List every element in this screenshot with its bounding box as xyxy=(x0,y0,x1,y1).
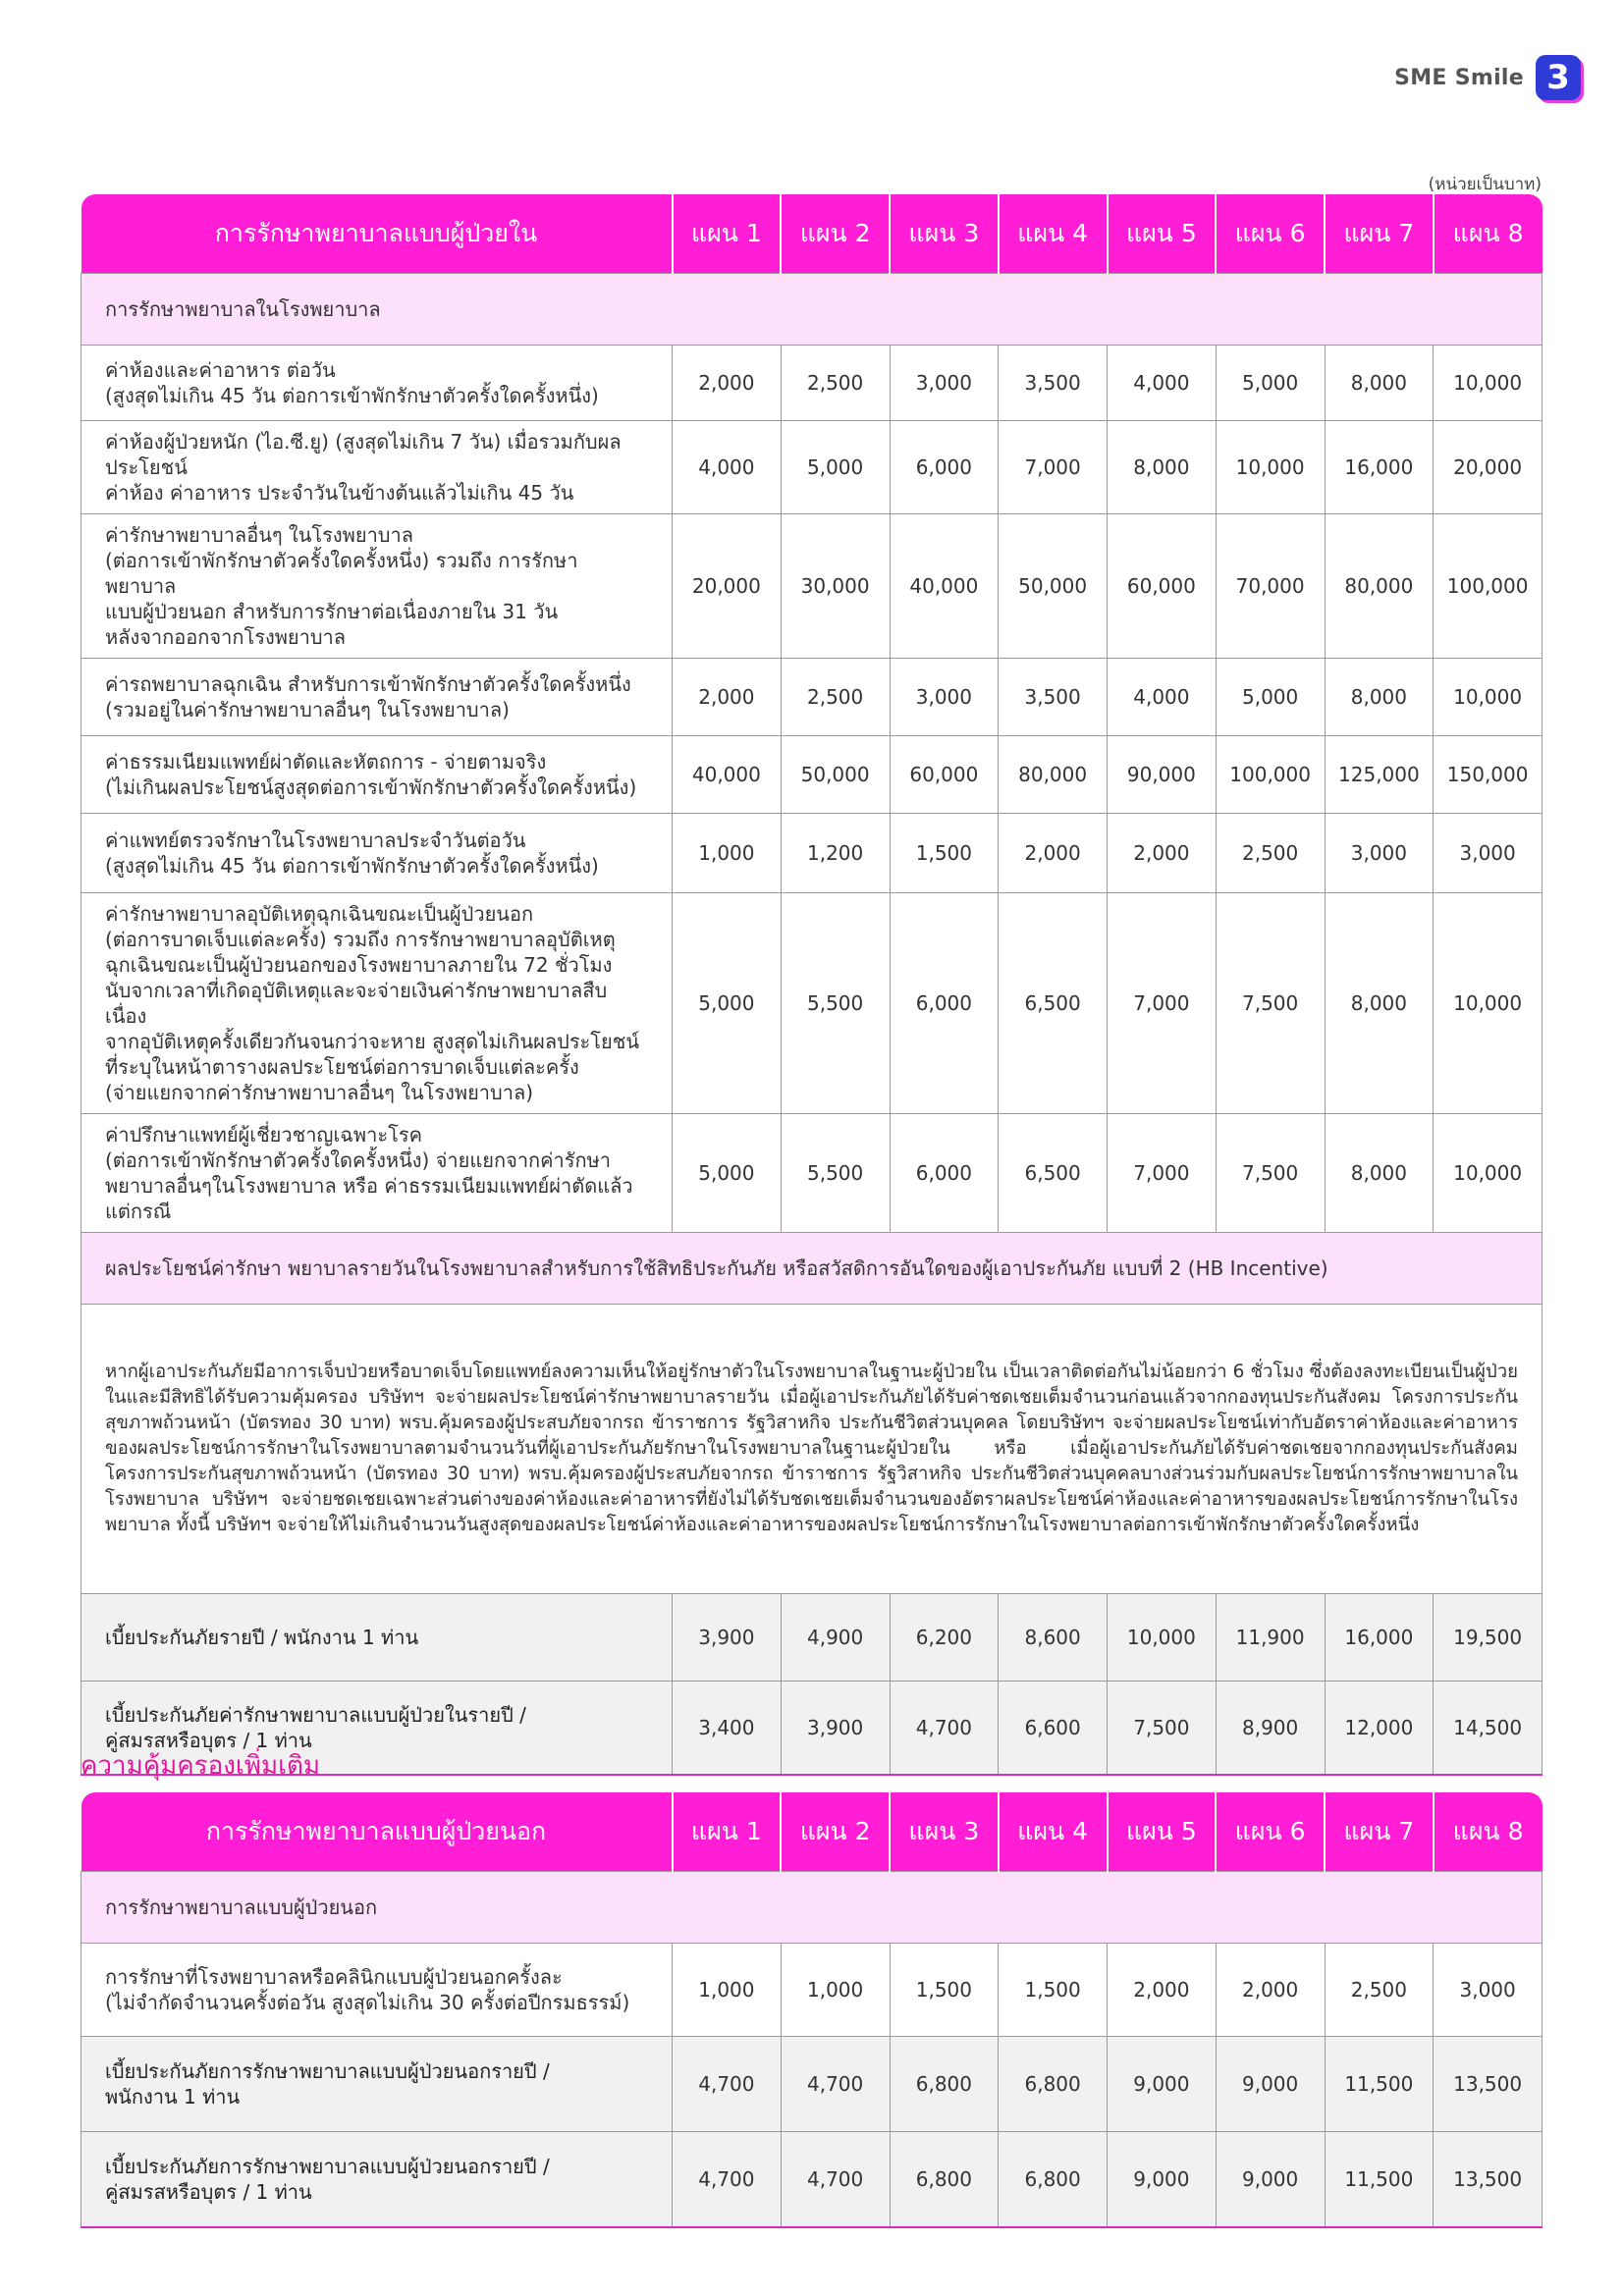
plan-value: 1,500 xyxy=(890,1944,999,2037)
plan-value: 60,000 xyxy=(1108,514,1217,659)
plan-value: 6,800 xyxy=(999,2132,1108,2228)
benefit-row-label: ค่ารักษาพยาบาลอื่นๆ ในโรงพยาบาล (ต่อการเข้าพักรักษาตัวครั้งใดครั้งหนึ่ง) รวมถึง การรักษาพยาบาล แบบผู้ป่วยนอก สำหรับการรักษาต่อเนื่องภายใน 31 วัน หลังจากออกจากโรงพยาบาล xyxy=(81,514,673,659)
plan-value: 4,700 xyxy=(673,2037,782,2132)
plan-value: 3,400 xyxy=(673,1682,782,1776)
plan-header: แผน 5 xyxy=(1108,1792,1217,1872)
plan-value: 1,500 xyxy=(890,814,999,893)
plan-value: 8,900 xyxy=(1216,1682,1325,1776)
plan-value: 3,000 xyxy=(890,659,999,736)
benefit-row-label: ค่าห้องและค่าอาหาร ต่อวัน (สูงสุดไม่เกิน 45 วัน ต่อการเข้าพักรักษาตัวครั้งใดครั้งหนึ่ง) xyxy=(81,346,673,421)
plan-value: 5,000 xyxy=(673,1114,782,1233)
plan-value: 2,500 xyxy=(1216,814,1325,893)
plan-value: 90,000 xyxy=(1108,736,1217,814)
plan-value: 6,800 xyxy=(890,2132,999,2228)
plan-value: 4,000 xyxy=(1108,659,1217,736)
plan-value: 4,700 xyxy=(781,2132,890,2228)
outpatient-section-title: การรักษาพยาบาลแบบผู้ป่วยนอก xyxy=(81,1872,1543,1944)
plan-value: 150,000 xyxy=(1434,736,1543,814)
plan-value: 2,500 xyxy=(1325,1944,1434,2037)
hb-incentive-title: ผลประโยชน์ค่ารักษา พยาบาลรายวันในโรงพยาบาลสำหรับการใช้สิทธิประกันภัย หรือสวัสดิการอันใดของผู้เอาประกันภัย แบบที่ 2 (HB Incentive) xyxy=(81,1233,1543,1305)
plan-header: แผน 5 xyxy=(1108,194,1217,274)
benefit-row xyxy=(81,346,1543,421)
plan-value: 8,000 xyxy=(1325,893,1434,1114)
plan-value: 5,000 xyxy=(1216,346,1325,421)
plan-value: 10,000 xyxy=(1434,893,1543,1114)
benefit-row xyxy=(81,421,1543,514)
plan-value: 50,000 xyxy=(781,736,890,814)
plan-header: แผน 7 xyxy=(1325,1792,1434,1872)
brand xyxy=(1394,55,1581,100)
benefit-row-label: ค่าห้องผู้ป่วยหนัก (ไอ.ซี.ยู) (สูงสุดไม่เกิน 7 วัน) เมื่อรวมกับผลประโยชน์ ค่าห้อง ค่าอาหาร ประจำวันในข้างต้นแล้วไม่เกิน 45 วัน xyxy=(81,421,673,514)
plan-value: 100,000 xyxy=(1216,736,1325,814)
plan-value: 2,000 xyxy=(1108,814,1217,893)
plan-value: 4,000 xyxy=(1108,346,1217,421)
plan-value: 13,500 xyxy=(1434,2037,1543,2132)
plan-value: 3,900 xyxy=(673,1594,782,1682)
plan-value: 20,000 xyxy=(1434,421,1543,514)
plan-value: 4,900 xyxy=(781,1594,890,1682)
plan-header: แผน 3 xyxy=(890,194,999,274)
plan-value: 5,000 xyxy=(673,893,782,1114)
hb-incentive-text-row xyxy=(81,1305,1543,1594)
plan-value: 40,000 xyxy=(673,736,782,814)
plan-value: 125,000 xyxy=(1325,736,1434,814)
plan-value: 2,000 xyxy=(1216,1944,1325,2037)
benefit-row-label: ค่าธรรมเนียมแพทย์ผ่าตัดและหัตถการ - จ่ายตามจริง (ไม่เกินผลประโยชน์สูงสุดต่อการเข้าพักรักษาตัวครั้งใดครั้งหนึ่ง) xyxy=(81,736,673,814)
outpatient-header-title: การรักษาพยาบาลแบบผู้ป่วยนอก xyxy=(81,1792,673,1872)
plan-value: 7,500 xyxy=(1216,1114,1325,1233)
benefit-row xyxy=(81,514,1543,659)
plan-value: 10,000 xyxy=(1108,1594,1217,1682)
plan-value: 1,000 xyxy=(781,1944,890,2037)
plan-value: 7,500 xyxy=(1108,1682,1217,1776)
plan-header: แผน 3 xyxy=(890,1792,999,1872)
plan-value: 30,000 xyxy=(781,514,890,659)
premium-row xyxy=(81,2037,1543,2132)
plan-value: 10,000 xyxy=(1434,659,1543,736)
plan-header: แผน 8 xyxy=(1434,1792,1543,1872)
premium-row-label: เบี้ยประกันภัยรายปี / พนักงาน 1 ท่าน xyxy=(81,1594,673,1682)
plan-header: แผน 4 xyxy=(999,1792,1108,1872)
benefit-row-label: ค่ารถพยาบาลฉุกเฉิน สำหรับการเข้าพักรักษาตัวครั้งใดครั้งหนึ่ง (รวมอยู่ในค่ารักษาพยาบาลอื่นๆ ในโรงพยาบาล) xyxy=(81,659,673,736)
plan-value: 1,500 xyxy=(999,1944,1108,2037)
plan-value: 11,500 xyxy=(1325,2132,1434,2228)
plan-value: 2,000 xyxy=(1108,1944,1217,2037)
plan-value: 6,500 xyxy=(999,893,1108,1114)
benefit-row-label: ค่ารักษาพยาบาลอุบัติเหตุฉุกเฉินขณะเป็นผู้ป่วยนอก (ต่อการบาดเจ็บแต่ละครั้ง) รวมถึง การรักษาพยาบาลอุบัติเหตุ ฉุกเฉินขณะเป็นผู้ป่วยนอกของโรงพยาบาลภายใน 72 ชั่วโมง นับจากเวลาที่เกิดอุบัติเหตุและจะจ่ายเงินค่ารักษาพยาบาลสืบเนื่อง จากอุบัติเหตุครั้งเดียวกันจนกว่าจะหาย สูงสุดไม่เกินผลประโยชน์ ที่ระบุในหน้าตารางผลประโยชน์ต่อการบาดเจ็บแต่ละครั้ง (จ่ายแยกจากค่ารักษาพยาบาลอื่นๆ ในโรงพยาบาล) xyxy=(81,893,673,1114)
plan-value: 6,000 xyxy=(890,1114,999,1233)
plan-value: 20,000 xyxy=(673,514,782,659)
plan-value: 2,500 xyxy=(781,346,890,421)
plan-value: 5,500 xyxy=(781,893,890,1114)
plan-value: 10,000 xyxy=(1216,421,1325,514)
plan-value: 8,000 xyxy=(1325,1114,1434,1233)
plan-value: 16,000 xyxy=(1325,421,1434,514)
plan-value: 16,000 xyxy=(1325,1594,1434,1682)
benefit-row xyxy=(81,1944,1543,2037)
plan-header: แผน 1 xyxy=(673,1792,782,1872)
benefit-row-label: ค่าปรึกษาแพทย์ผู้เชี่ยวชาญเฉพาะโรค (ต่อการเข้าพักรักษาตัวครั้งใดครั้งหนึ่ง) จ่ายแยกจากค่ารักษา พยาบาลอื่นๆในโรงพยาบาล หรือ ค่าธรรมเนียมแพทย์ผ่าตัดแล้วแต่กรณี xyxy=(81,1114,673,1233)
hb-incentive-text: หากผู้เอาประกันภัยมีอาการเจ็บป่วยหรือบาดเจ็บโดยแพทย์ลงความเห็นให้อยู่รักษาตัวในโรงพยาบาลในฐานะผู้ป่วยใน เป็นเวลาติดต่อกันไม่น้อยกว่า 6 ชั่วโมง ซึ่งต้องลงทะเบียนเป็นผู้ป่วยในและมีสิทธิได้รับความคุ้มครอง บริษัทฯ จะจ่ายผลประโยชน์ค่ารักษาพยาบาลรายวัน เมื่อผู้เอาประกันภัยได้รับค่าชดเชยเต็มจำนวนก่อนแล้วจากกองทุนประกันสังคม โครงการประกันสุขภาพถ้วนหน้า (บัตรทอง 30 บาท) พรบ.คุ้มครองผู้ประสบภัยจากรถ ข้าราชการ รัฐวิสาหกิจ ประกันชีวิตส่วนบุคคล โดยบริษัทฯ จะจ่ายผลประโยชน์เท่ากับอัตราค่าห้องและค่าอาหารของผลประโยชน์การรักษาในโรงพยาบาลตามจำนวนวันที่ผู้เอาประกันภัยรักษาในโรงพยาบาลในฐานะผู้ป่วยใน หรือ เมื่อผู้เอาประกันภัยได้รับค่าชดเชยจากกองทุนประกันสังคม โครงการประกันสุขภาพถ้วนหน้า (บัตรทอง 30 บาท) พรบ.คุ้มครองผู้ประสบภัยจากรถ ข้าราชการ รัฐวิสาหกิจ ประกันชีวิตส่วนบุคคลบางส่วนร่วมกับผลประโยชน์การรักษาพยาบาลในโรงพยาบาล บริษัทฯ จะจ่ายชดเชยเฉพาะส่วนต่างของค่าห้องและค่าอาหารที่ยังไม่ได้รับชดเชยเต็มจำนวนของอัตราผลประโยชน์ค่าห้องและค่าอาหารของผลประโยชน์การรักษาในโรงพยาบาล ทั้งนี้ บริษัทฯ จะจ่ายให้ไม่เกินจำนวนวันสูงสุดของผลประโยชน์ค่าห้องและค่าอาหารของผลประโยชน์การรักษาในโรงพยาบาลต่อการเข้าพักรักษาตัวครั้งใดครั้งหนึ่ง xyxy=(81,1305,1543,1594)
outpatient-section-title-row xyxy=(81,1872,1543,1944)
plan-value: 3,000 xyxy=(1325,814,1434,893)
plan-value: 12,000 xyxy=(1325,1682,1434,1776)
plan-value: 6,200 xyxy=(890,1594,999,1682)
outpatient-header-row xyxy=(81,1792,1543,1872)
plan-value: 19,500 xyxy=(1434,1594,1543,1682)
plan-value: 8,000 xyxy=(1325,659,1434,736)
benefit-row-label: การรักษาที่โรงพยาบาลหรือคลินิกแบบผู้ป่วยนอกครั้งละ (ไม่จำกัดจำนวนครั้งต่อวัน สูงสุดไม่เกิน 30 ครั้งต่อปีกรมธรรม์) xyxy=(81,1944,673,2037)
plan-value: 80,000 xyxy=(999,736,1108,814)
brand-badge: 3 xyxy=(1536,55,1581,100)
plan-value: 11,500 xyxy=(1325,2037,1434,2132)
plan-value: 8,600 xyxy=(999,1594,1108,1682)
plan-header: แผน 4 xyxy=(999,194,1108,274)
plan-value: 8,000 xyxy=(1108,421,1217,514)
plan-value: 3,000 xyxy=(1434,814,1543,893)
plan-value: 4,700 xyxy=(890,1682,999,1776)
plan-value: 7,000 xyxy=(1108,1114,1217,1233)
plan-value: 6,800 xyxy=(890,2037,999,2132)
inpatient-section-title: การรักษาพยาบาลในโรงพยาบาล xyxy=(81,274,1543,346)
premium-row-label: เบี้ยประกันภัยค่ารักษาพยาบาลแบบผู้ป่วยในรายปี / คู่สมรสหรือบุตร / 1 ท่าน xyxy=(81,1682,673,1776)
outpatient-table xyxy=(81,1792,1543,2228)
benefit-row xyxy=(81,736,1543,814)
plan-value: 7,000 xyxy=(1108,893,1217,1114)
premium-row xyxy=(81,2132,1543,2228)
plan-value: 3,500 xyxy=(999,659,1108,736)
plan-value: 13,500 xyxy=(1434,2132,1543,2228)
plan-value: 70,000 xyxy=(1216,514,1325,659)
plan-value: 80,000 xyxy=(1325,514,1434,659)
benefit-row xyxy=(81,1114,1543,1233)
plan-value: 8,000 xyxy=(1325,346,1434,421)
plan-value: 7,500 xyxy=(1216,893,1325,1114)
plan-value: 9,000 xyxy=(1216,2132,1325,2228)
plan-header: แผน 6 xyxy=(1216,1792,1325,1872)
plan-value: 5,500 xyxy=(781,1114,890,1233)
plan-value: 2,000 xyxy=(999,814,1108,893)
plan-value: 5,000 xyxy=(781,421,890,514)
plan-value: 9,000 xyxy=(1216,2037,1325,2132)
plan-header: แผน 2 xyxy=(781,194,890,274)
plan-value: 2,000 xyxy=(673,659,782,736)
plan-value: 9,000 xyxy=(1108,2037,1217,2132)
unit-note: (หน่วยเป็นบาท) xyxy=(1428,175,1542,194)
plan-value: 6,600 xyxy=(999,1682,1108,1776)
hb-incentive-title-row xyxy=(81,1233,1543,1305)
benefit-row xyxy=(81,659,1543,736)
benefit-row xyxy=(81,814,1543,893)
premium-row-label: เบี้ยประกันภัยการรักษาพยาบาลแบบผู้ป่วยนอกรายปี / คู่สมรสหรือบุตร / 1 ท่าน xyxy=(81,2132,673,2228)
plan-header: แผน 1 xyxy=(673,194,782,274)
plan-value: 1,200 xyxy=(781,814,890,893)
plan-value: 11,900 xyxy=(1216,1594,1325,1682)
plan-value: 5,000 xyxy=(1216,659,1325,736)
plan-value: 3,500 xyxy=(999,346,1108,421)
plan-value: 9,000 xyxy=(1108,2132,1217,2228)
plan-value: 10,000 xyxy=(1434,1114,1543,1233)
plan-header: แผน 7 xyxy=(1325,194,1434,274)
plan-value: 100,000 xyxy=(1434,514,1543,659)
plan-value: 10,000 xyxy=(1434,346,1543,421)
plan-value: 4,700 xyxy=(781,2037,890,2132)
plan-value: 6,500 xyxy=(999,1114,1108,1233)
inpatient-header-row xyxy=(81,194,1543,274)
plan-value: 60,000 xyxy=(890,736,999,814)
plan-value: 1,000 xyxy=(673,814,782,893)
plan-header: แผน 2 xyxy=(781,1792,890,1872)
benefit-row-label: ค่าแพทย์ตรวจรักษาในโรงพยาบาลประจำวันต่อวัน (สูงสุดไม่เกิน 45 วัน ต่อการเข้าพักรักษาตัวครั้งใดครั้งหนึ่ง) xyxy=(81,814,673,893)
plan-value: 3,000 xyxy=(890,346,999,421)
plan-value: 3,000 xyxy=(1434,1944,1543,2037)
plan-value: 7,000 xyxy=(999,421,1108,514)
plan-value: 14,500 xyxy=(1434,1682,1543,1776)
plan-value: 6,800 xyxy=(999,2037,1108,2132)
plan-value: 50,000 xyxy=(999,514,1108,659)
plan-value: 2,000 xyxy=(673,346,782,421)
plan-value: 40,000 xyxy=(890,514,999,659)
plan-value: 3,900 xyxy=(781,1682,890,1776)
plan-header: แผน 8 xyxy=(1434,194,1543,274)
benefit-row xyxy=(81,893,1543,1114)
plan-value: 6,000 xyxy=(890,893,999,1114)
plan-value: 4,000 xyxy=(673,421,782,514)
inpatient-section-title-row xyxy=(81,274,1543,346)
plan-value: 4,700 xyxy=(673,2132,782,2228)
plan-header: แผน 6 xyxy=(1216,194,1325,274)
plan-value: 2,500 xyxy=(781,659,890,736)
brand-name: SME Smile xyxy=(1394,65,1524,90)
plan-value: 1,000 xyxy=(673,1944,782,2037)
additional-coverage-heading: ความคุ้มครองเพิ่มเติม xyxy=(81,1751,321,1781)
plan-value: 6,000 xyxy=(890,421,999,514)
inpatient-header-title: การรักษาพยาบาลแบบผู้ป่วยใน xyxy=(81,194,673,274)
premium-row-label: เบี้ยประกันภัยการรักษาพยาบาลแบบผู้ป่วยนอกรายปี / พนักงาน 1 ท่าน xyxy=(81,2037,673,2132)
premium-row xyxy=(81,1594,1543,1682)
inpatient-table xyxy=(81,194,1543,1776)
